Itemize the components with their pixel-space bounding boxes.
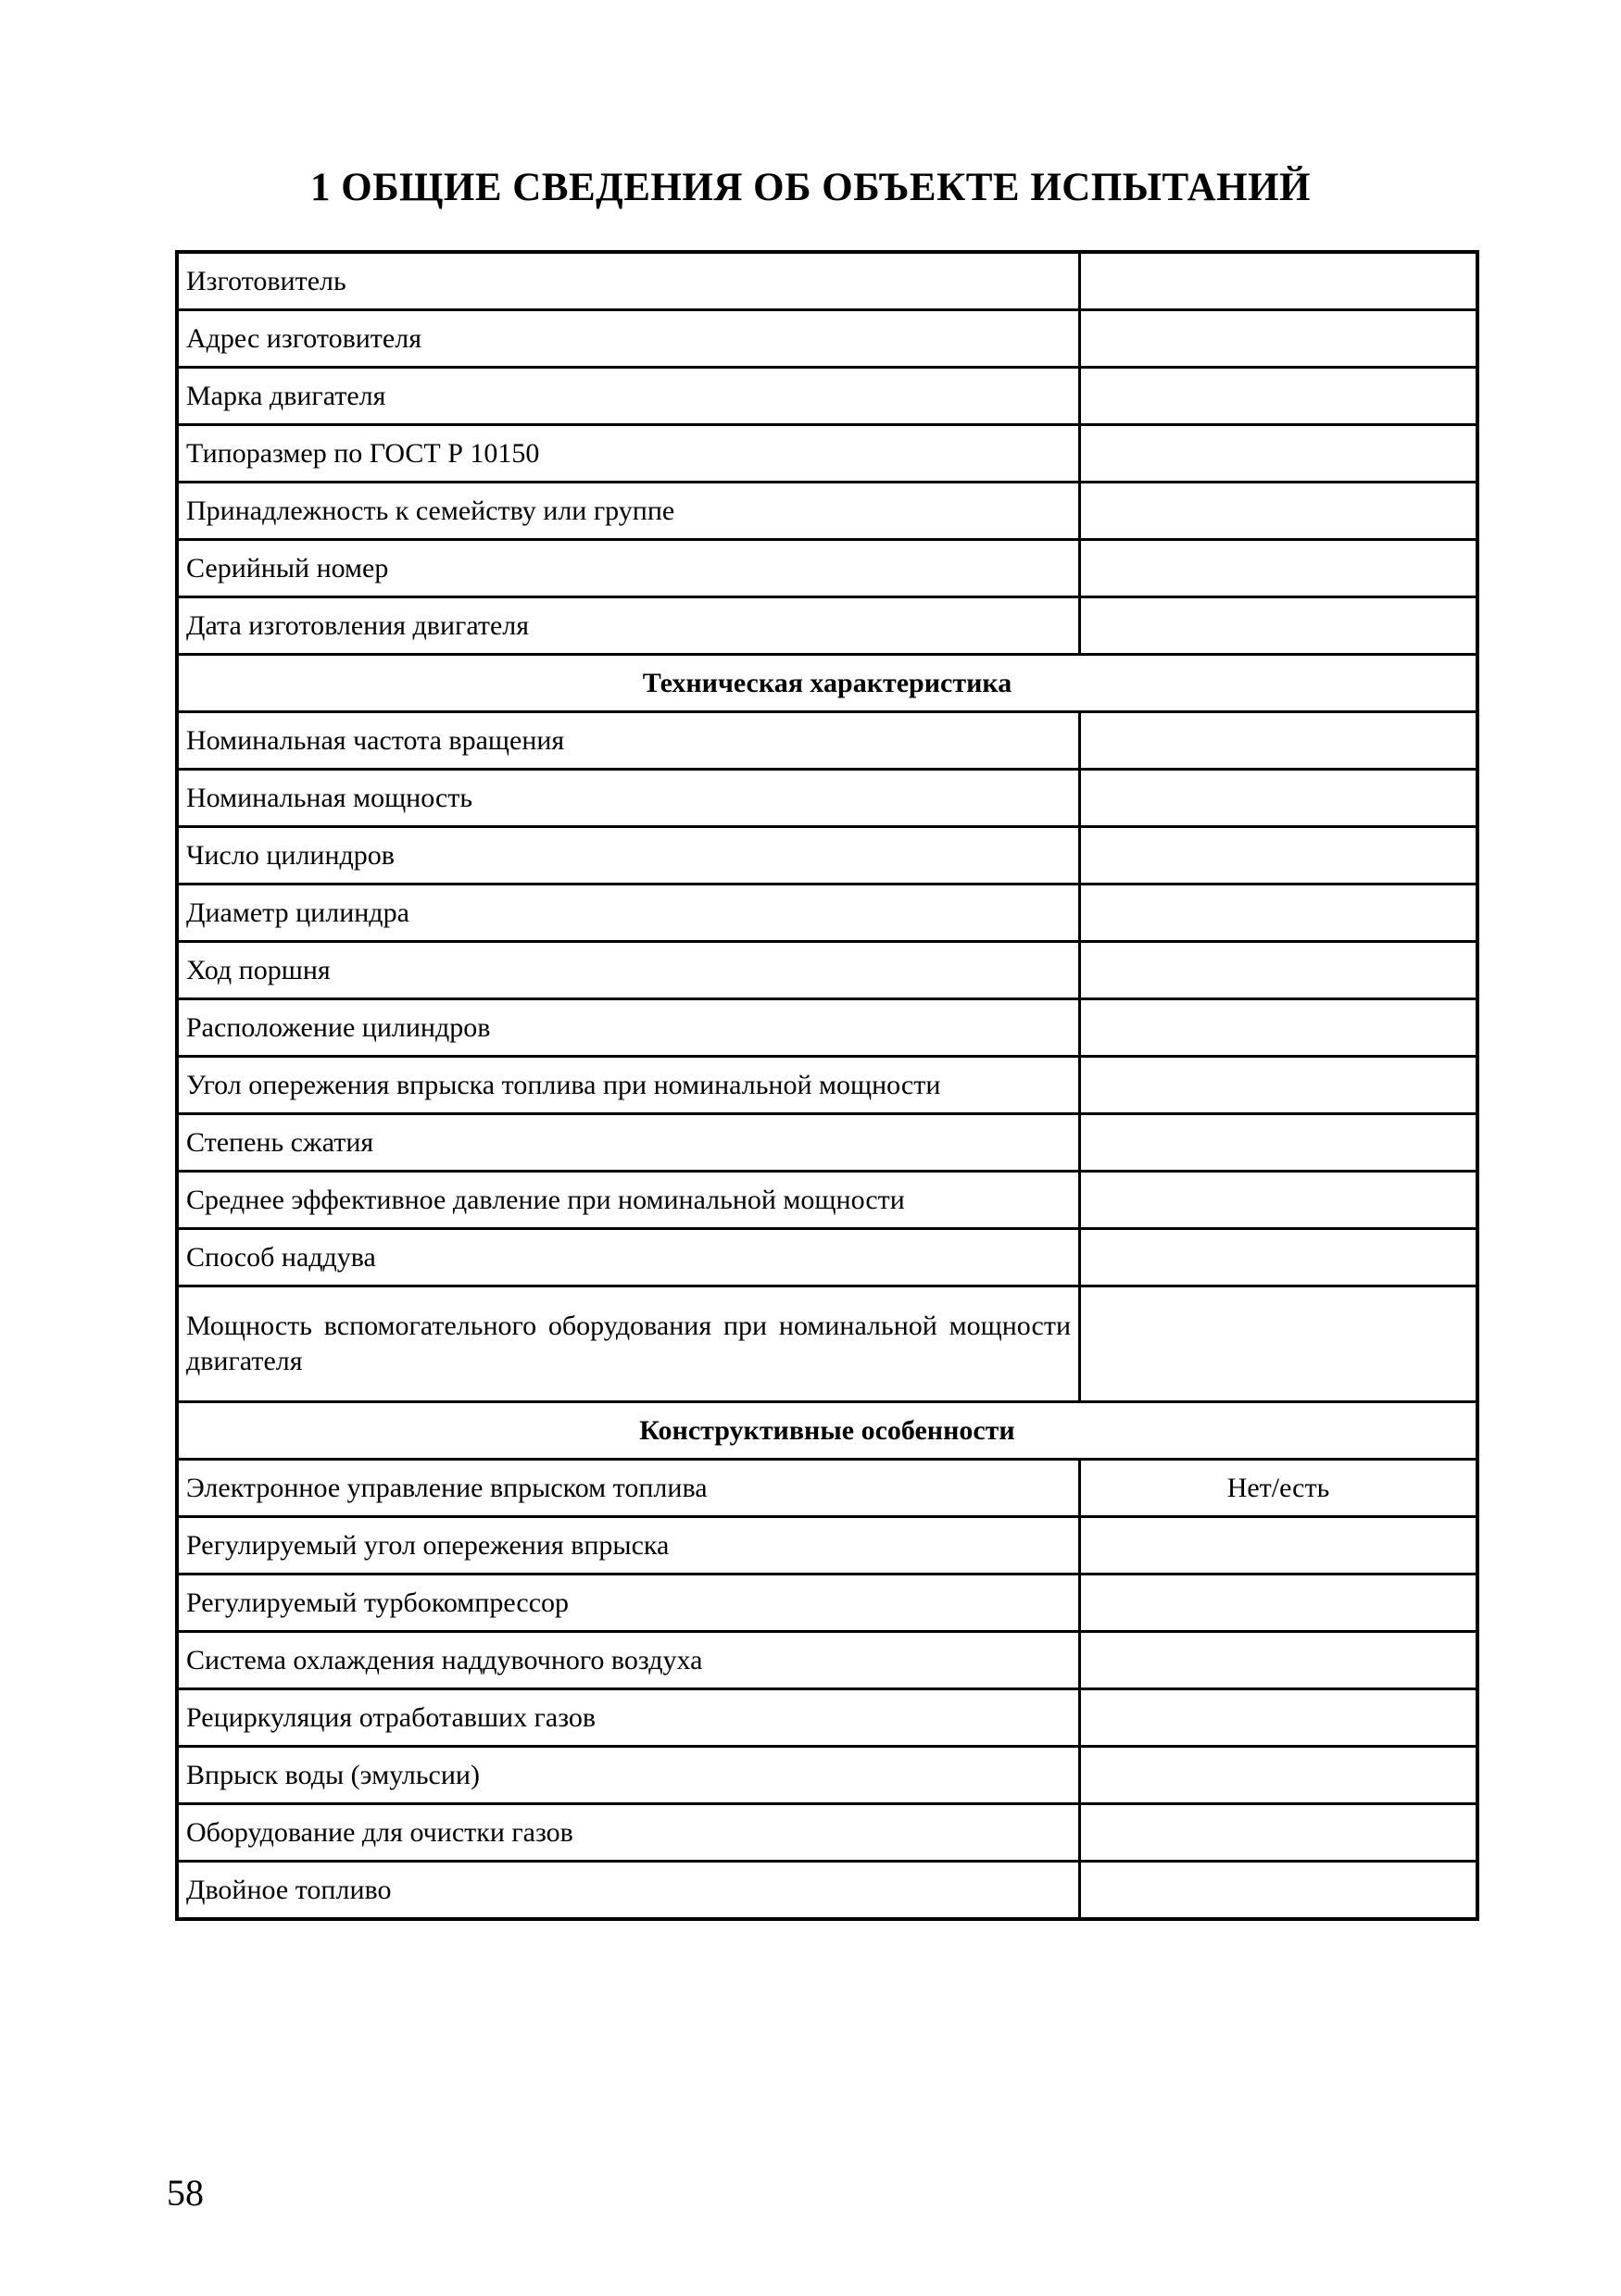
row-label: Число цилиндров — [177, 827, 1080, 885]
table-row — [177, 999, 1477, 1057]
row-value-field[interactable] — [1080, 885, 1478, 942]
table-row — [177, 942, 1477, 999]
table-row — [177, 1517, 1477, 1575]
section-header-row — [177, 1402, 1477, 1460]
table-row — [177, 310, 1477, 368]
row-value-field[interactable] — [1080, 1804, 1478, 1862]
row-label: Оборудование для очистки газов — [177, 1804, 1080, 1862]
section-heading-technical: Техническая характеристика — [177, 655, 1477, 712]
section-header-row — [177, 655, 1477, 712]
row-value-field[interactable]: Нет/есть — [1080, 1460, 1478, 1517]
row-label: Типоразмер по ГОСТ Р 10150 — [177, 425, 1080, 483]
table-row — [177, 540, 1477, 597]
row-value-field[interactable] — [1080, 1689, 1478, 1747]
table-row — [177, 368, 1477, 425]
row-label: Номинальная частота вращения — [177, 712, 1080, 770]
row-label: Среднее эффективное давление при номинальной мощности — [177, 1172, 1080, 1229]
row-value-field[interactable] — [1080, 1172, 1478, 1229]
row-value-field[interactable] — [1080, 770, 1478, 827]
row-value-field[interactable] — [1080, 483, 1478, 540]
row-value-field[interactable] — [1080, 1632, 1478, 1689]
row-value-field[interactable] — [1080, 942, 1478, 999]
row-value-field[interactable] — [1080, 425, 1478, 483]
table-row — [177, 1862, 1477, 1920]
row-label: Номинальная мощность — [177, 770, 1080, 827]
row-value-field[interactable] — [1080, 597, 1478, 655]
row-value-field[interactable] — [1080, 827, 1478, 885]
row-value-field[interactable] — [1080, 1747, 1478, 1804]
table-row — [177, 425, 1477, 483]
row-label: Адрес изготовителя — [177, 310, 1080, 368]
row-value-field[interactable] — [1080, 1286, 1478, 1402]
table-row — [177, 1057, 1477, 1114]
row-label: Диаметр цилиндра — [177, 885, 1080, 942]
table-row — [177, 1286, 1477, 1402]
row-label: Способ наддува — [177, 1229, 1080, 1286]
row-value-field[interactable] — [1080, 368, 1478, 425]
row-value-field[interactable] — [1080, 1517, 1478, 1575]
table-row — [177, 712, 1477, 770]
row-value-field[interactable] — [1080, 1229, 1478, 1286]
row-label: Впрыск воды (эмульсии) — [177, 1747, 1080, 1804]
row-label: Изготовитель — [177, 252, 1080, 310]
table-row — [177, 885, 1477, 942]
table-row — [177, 1632, 1477, 1689]
row-value-field[interactable] — [1080, 1575, 1478, 1632]
row-value-field[interactable] — [1080, 540, 1478, 597]
row-value-field[interactable] — [1080, 1057, 1478, 1114]
section-heading-design: Конструктивные особенности — [177, 1402, 1477, 1460]
table-row — [177, 827, 1477, 885]
table-row — [177, 1575, 1477, 1632]
row-label: Расположение цилиндров — [177, 999, 1080, 1057]
engine-info-table — [175, 250, 1479, 1921]
row-label: Система охлаждения наддувочного воздуха — [177, 1632, 1080, 1689]
table-row — [177, 770, 1477, 827]
row-value-field[interactable] — [1080, 999, 1478, 1057]
row-label: Серийный номер — [177, 540, 1080, 597]
table-row — [177, 1114, 1477, 1172]
row-value-field[interactable] — [1080, 310, 1478, 368]
row-label: Дата изготовления двигателя — [177, 597, 1080, 655]
row-value-field[interactable] — [1080, 712, 1478, 770]
row-value-field[interactable] — [1080, 252, 1478, 310]
row-label: Мощность вспомогательного оборудования при номинальной мощности двигателя — [177, 1286, 1080, 1402]
row-label: Марка двигателя — [177, 368, 1080, 425]
row-value-field[interactable] — [1080, 1114, 1478, 1172]
table-row — [177, 1689, 1477, 1747]
table-row — [177, 252, 1477, 310]
row-value-field[interactable] — [1080, 1862, 1478, 1920]
row-label: Электронное управление впрыском топлива — [177, 1460, 1080, 1517]
page-title: 1 ОБЩИЕ СВЕДЕНИЯ ОБ ОБЪЕКТЕ ИСПЫТАНИЙ — [310, 166, 1311, 209]
row-label: Ход поршня — [177, 942, 1080, 999]
row-label: Угол опережения впрыска топлива при номинальной мощности — [177, 1057, 1080, 1114]
row-label: Принадлежность к семейству или группе — [177, 483, 1080, 540]
table-row — [177, 597, 1477, 655]
table-row — [177, 1804, 1477, 1862]
row-label: Регулируемый угол опережения впрыска — [177, 1517, 1080, 1575]
table-row — [177, 1460, 1477, 1517]
table-row — [177, 1172, 1477, 1229]
row-label: Регулируемый турбокомпрессор — [177, 1575, 1080, 1632]
row-label: Степень сжатия — [177, 1114, 1080, 1172]
table-row — [177, 1229, 1477, 1286]
row-label: Рециркуляция отработавших газов — [177, 1689, 1080, 1747]
table-row — [177, 483, 1477, 540]
table-row — [177, 1747, 1477, 1804]
page-number: 58 — [167, 2172, 204, 2214]
row-label: Двойное топливо — [177, 1862, 1080, 1920]
